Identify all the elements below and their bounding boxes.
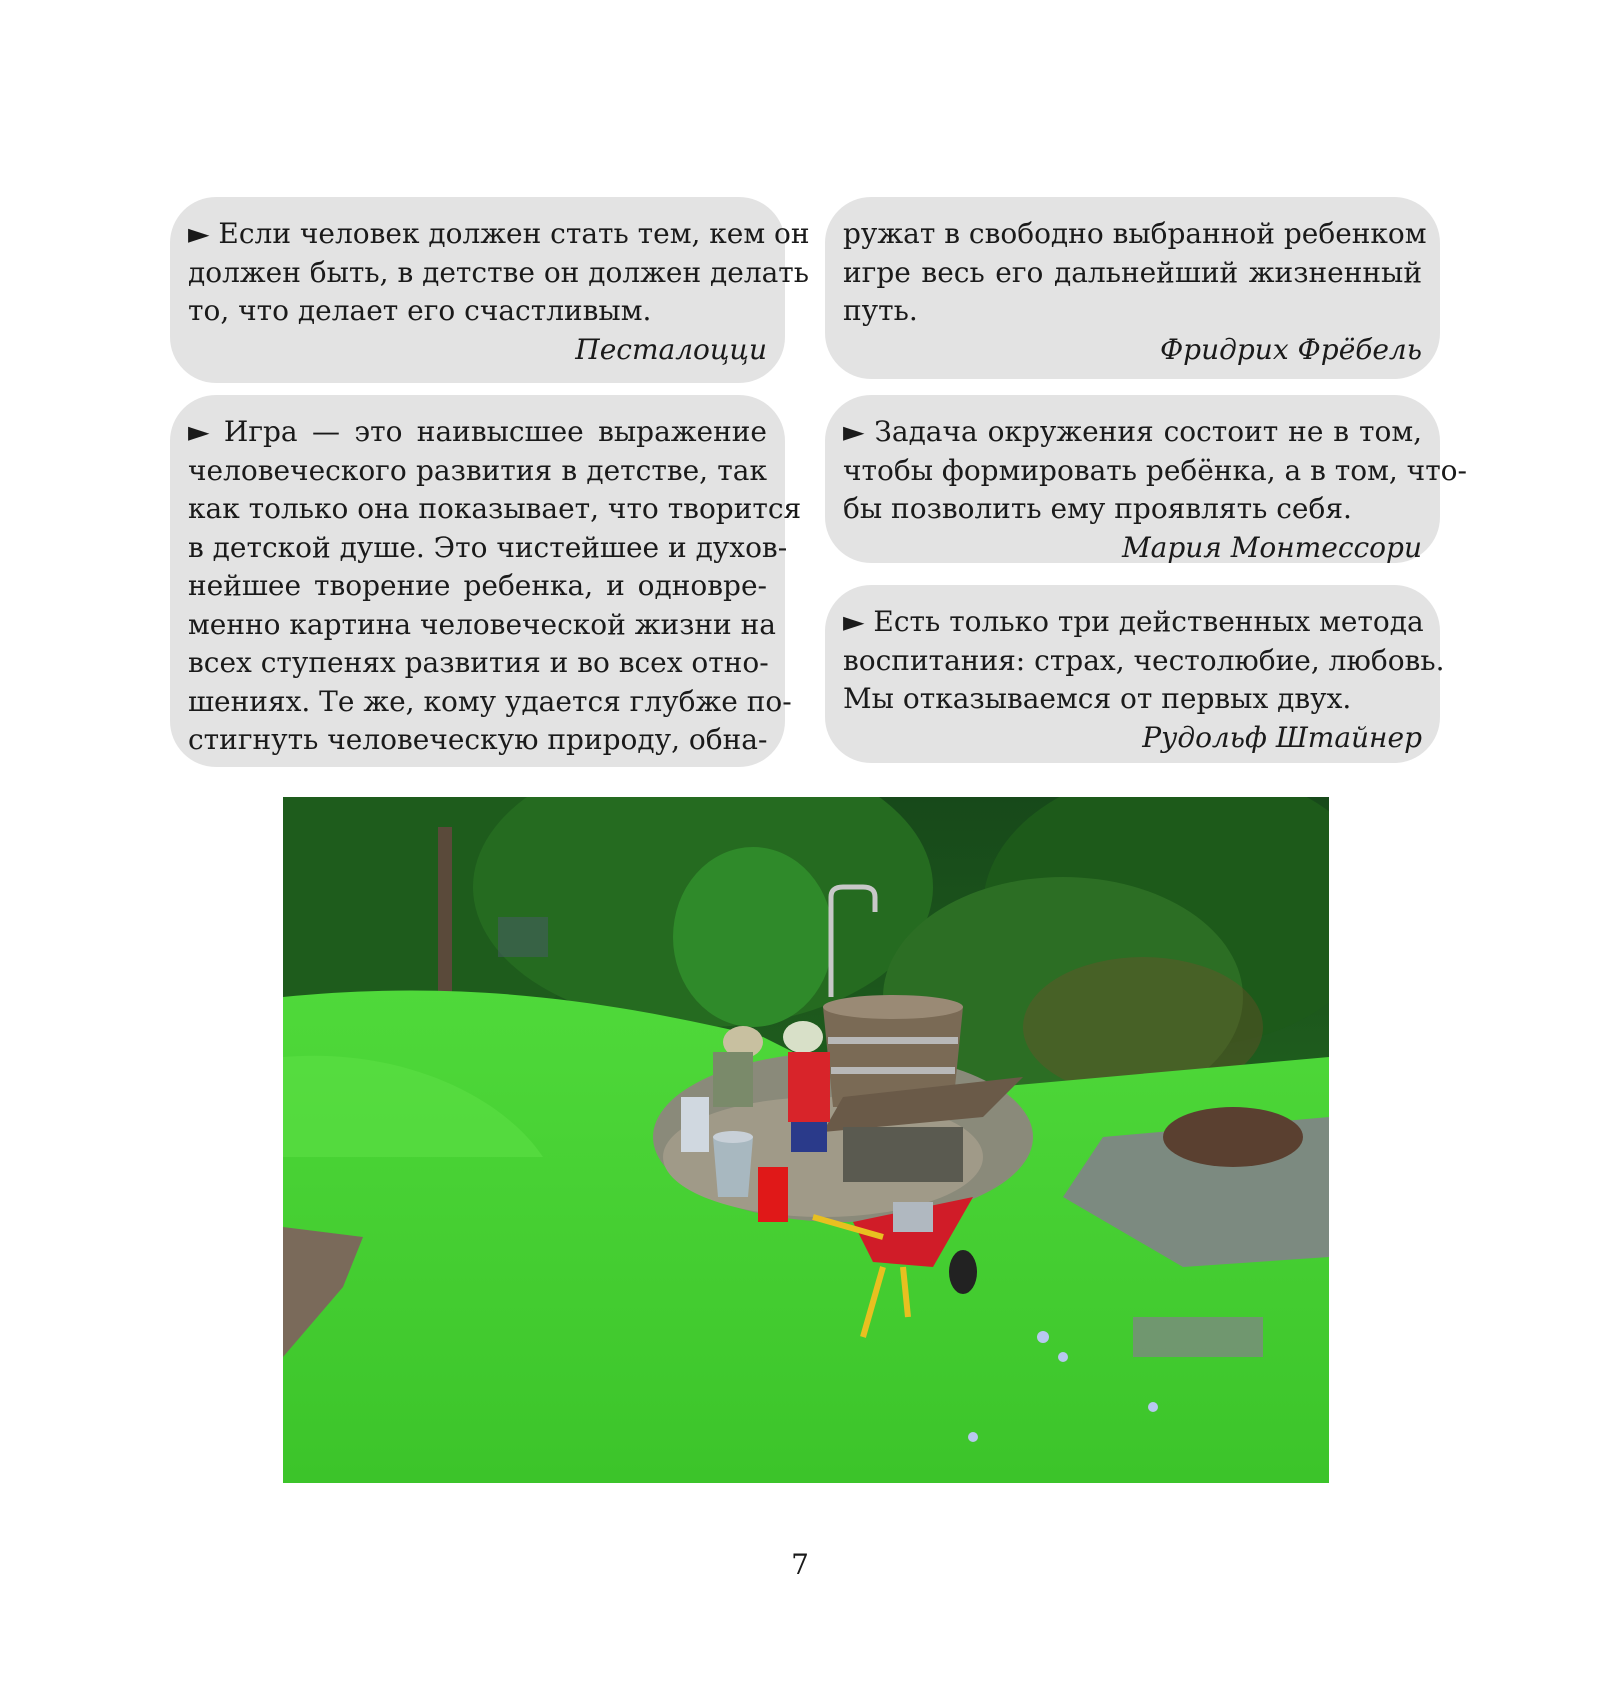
quote-box-pestalozzi bbox=[170, 197, 810, 383]
quote-line: воспитания: страх, честолюбие, любовь. bbox=[843, 643, 1445, 677]
quote-line: чтобы формировать ребёнка, а в том, что- bbox=[843, 453, 1467, 487]
quote-line: ► Если человек должен стать тем, кем он bbox=[188, 217, 810, 250]
quote-line: ► Есть только три действенных метода bbox=[843, 605, 1424, 638]
page-number: 7 bbox=[791, 1548, 809, 1581]
quote-line: шениях. Те же, кому удается глубже по- bbox=[188, 684, 792, 718]
quote-line: всех ступенях развития и во всех отно- bbox=[188, 646, 769, 679]
quote-author: Мария Монтессори bbox=[1121, 530, 1422, 564]
quote-line: должен быть, в детстве он должен делать bbox=[188, 255, 810, 289]
quote-line: ► Задача окружения состоит не в том, bbox=[843, 415, 1422, 448]
quote-box-froebel-part2 bbox=[825, 197, 1440, 379]
quote-line: ружат в свободно выбранной ребенком bbox=[843, 217, 1427, 250]
quote-line: в детской душе. Это чистейшее и духов- bbox=[188, 530, 788, 564]
quote-line: менно картина человеческой жизни на bbox=[188, 607, 776, 641]
quote-box-froebel-part1 bbox=[170, 395, 802, 767]
quote-author: Фридрих Фрёбель bbox=[1159, 332, 1422, 366]
quote-line: ► Игра — это наивысшее выражение bbox=[188, 415, 767, 448]
quote-box-steiner bbox=[825, 585, 1445, 763]
quote-line: стигнуть человеческую природу, обна- bbox=[188, 723, 768, 756]
quote-line: бы позволить ему проявлять себя. bbox=[843, 492, 1352, 525]
quote-line: как только она показывает, что творится bbox=[188, 492, 802, 525]
quote-author: Песталоцци bbox=[575, 332, 767, 366]
quote-line: Мы отказываемся от первых двух. bbox=[843, 682, 1352, 715]
garden-photo bbox=[283, 797, 1329, 1483]
quote-line: то, что делает его счастливым. bbox=[188, 294, 652, 327]
quote-line: нейшее творение ребенка, и одновре- bbox=[188, 569, 767, 602]
quote-line: человеческого развития в детстве, так bbox=[188, 453, 767, 487]
quote-box-montessori bbox=[825, 395, 1467, 564]
quote-line: игре весь его дальнейший жизненный bbox=[843, 255, 1422, 289]
quote-author: Рудольф Штайнер bbox=[1142, 720, 1422, 754]
quote-line: путь. bbox=[843, 294, 918, 327]
